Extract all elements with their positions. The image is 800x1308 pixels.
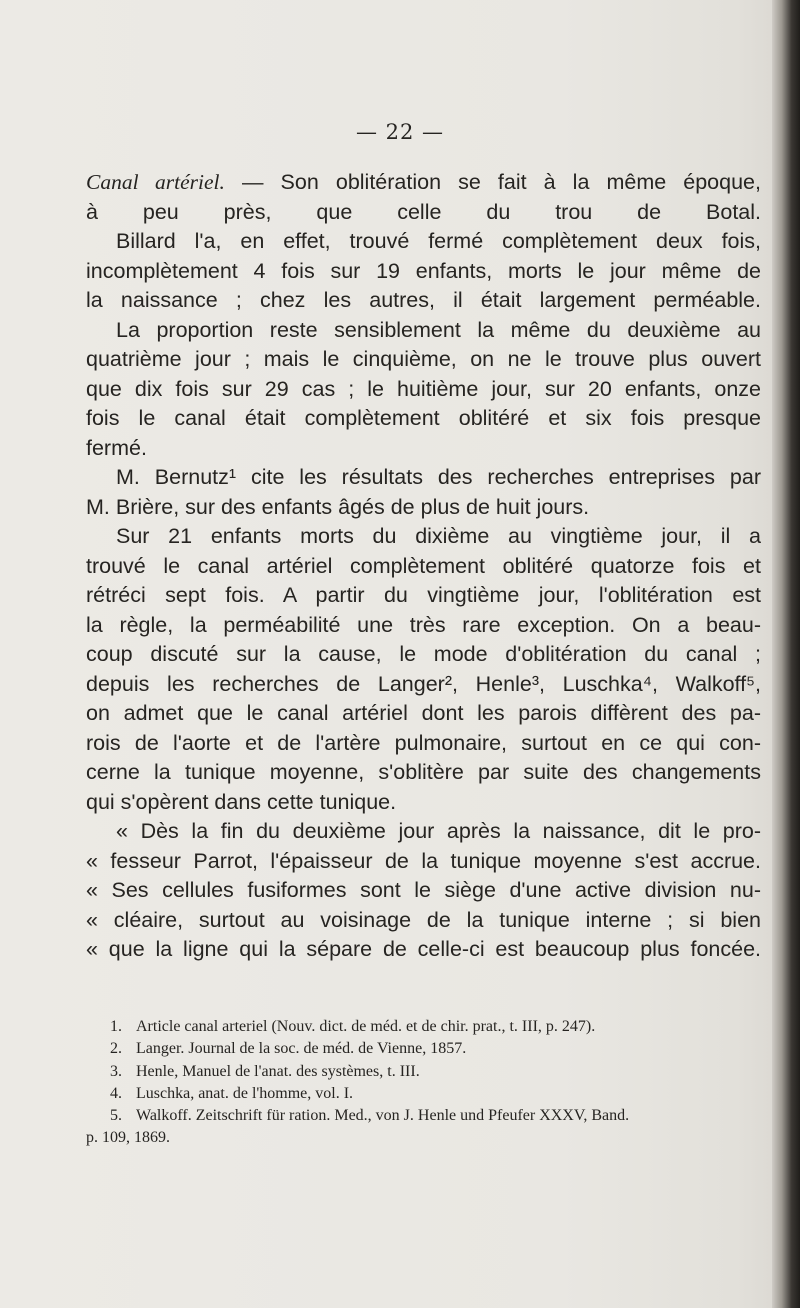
text-line: la règle, la perméabilité une très rare exception. On a beau- [86,612,761,637]
text-line: « fesseur Parrot, l'épaisseur de la tunique moyenne s'est accrue. [86,848,761,873]
text-line: Billard l'a, en effet, trouvé fermé complètement deux fois, [116,229,761,253]
text-line: « Ses cellules fusiformes sont le siège d'une active division nu- [86,878,761,902]
text-line: La proportion reste sensiblement la même du deuxième au [116,317,761,342]
text-line: rois de l'aorte et de l'artère pulmonaire, surtout en ce qui con- [86,730,761,755]
text-line: « Dès la fin du deuxième jour après la naissance, dit le pro- [116,819,761,843]
book-spine-edge [772,0,800,1308]
footnote-text: Walkoff. Zeitschrift für ration. Med., von J. Henle und Pfeufer XXXV, Band. [136,1107,630,1125]
text-line: cerne la tunique moyenne, s'oblitère par suite des changements [86,760,761,784]
footnote-number: 1. [110,1018,122,1035]
text-line: coup discuté sur la cause, le mode d'oblitération du canal ; [86,642,761,666]
text-line: quatrième jour ; mais le cinquième, on ne le trouve plus ouvert [86,347,761,371]
footnote-text: Langer. Journal de la soc. de méd. de Vienne, 1857. [136,1040,467,1058]
footnote [86,1083,761,1105]
text-line: la naissance ; chez les autres, il était largement perméable. [86,288,761,312]
text-line: qui s'opèrent dans cette tunique. [86,789,397,814]
text-line: à peu près, que celle du trou de Botal. [86,199,761,224]
text-line: Sur 21 enfants morts du dixième au vingtième jour, il a [116,524,761,548]
footnote-text: Article canal arteriel (Nouv. dict. de méd. et de chir. prat., t. III, p. 247). [136,1018,596,1035]
footnote-text: Henle, Manuel de l'anat. des systèmes, t. III. [136,1062,420,1080]
text-line: incomplètement 4 fois sur 19 enfants, morts le jour même de [86,258,761,283]
text-line: fois le canal était complètement oblitéré et six fois presque [86,406,761,430]
main-text [86,168,761,965]
text-line: « cléaire, surtout au voisinage de la tunique interne ; si bien [86,907,761,932]
footnotes [86,1016,761,1150]
footnote-text: Luschka, anat. de l'homme, vol. I. [136,1084,354,1102]
footnote-number: 2. [110,1040,122,1058]
text-line: trouvé le canal artériel complètement oblitéré quatorze fois et [86,553,761,578]
text-line: M. Bernutz¹ cite les résultats des recherches entreprises par [116,465,761,489]
footnote [86,1105,761,1127]
text-line: que dix fois sur 29 cas ; le huitième jour, sur 20 enfants, onze [86,376,761,401]
footnote [86,1016,761,1038]
footnote [86,1127,761,1149]
footnote [86,1038,761,1060]
text-line: M. Brière, sur des enfants âgés de plus de huit jours. [86,494,590,519]
text-line: depuis les recherches de Langer², Henle³, Luschka⁴, Walkoff⁵, [86,671,761,696]
page-number: — 22 — [355,120,445,144]
footnote-number: 3. [110,1062,122,1080]
text-line: on admet que le canal artériel dont les parois diffèrent des pa- [86,701,761,725]
footnote-text: p. 109, 1869. [86,1129,170,1147]
footnote-number: 5. [110,1107,122,1125]
footnote-number: 4. [110,1084,122,1102]
footnote [86,1061,761,1083]
text-line: fermé. [86,435,147,460]
text-line: rétréci sept fois. A partir du vingtième jour, l'oblitération est [86,583,761,607]
text-line: « que la ligne qui la sépare de celle-ci est beaucoup plus foncée. [86,937,761,961]
text-line: Canal artériel. — Son oblitération se fait à la même époque, [86,170,761,194]
